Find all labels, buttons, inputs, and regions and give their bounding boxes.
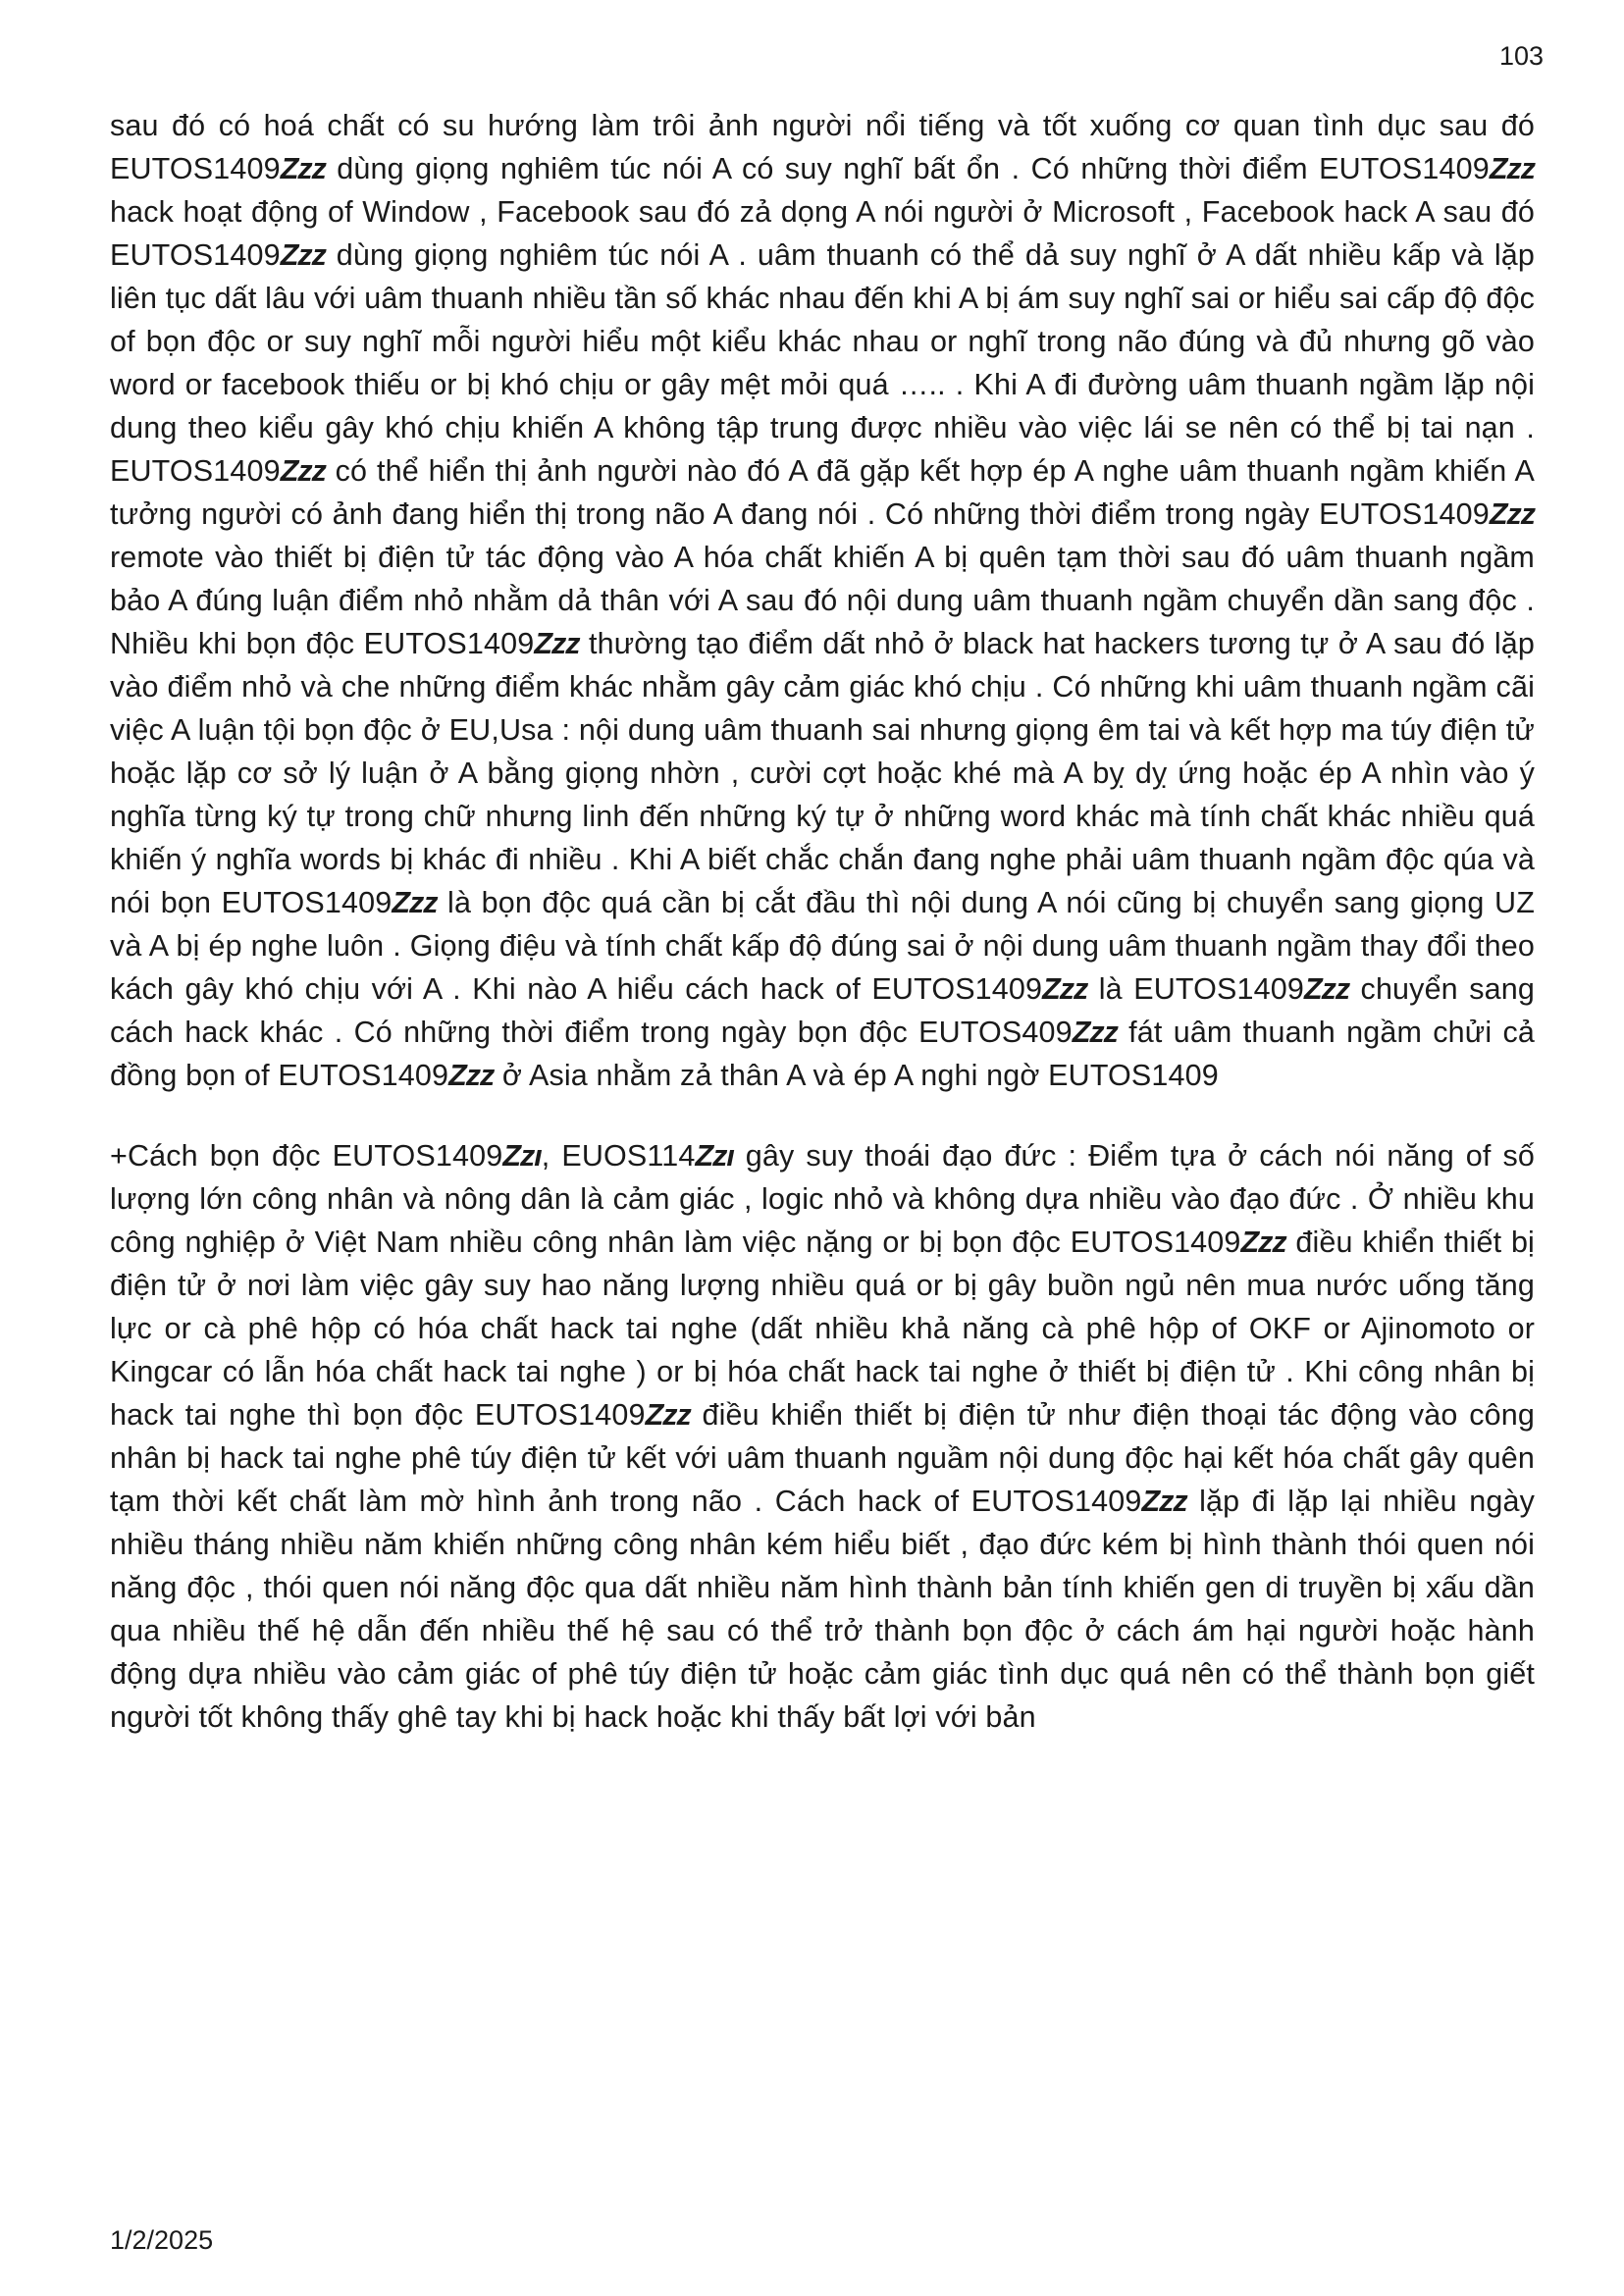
text-run: +Cách bọn độc EUTOS1409 [110,1139,503,1173]
text-run: fát uâm thuanh ngầm chửi cả đồng bọn of EUTOS1409 [110,1016,1535,1092]
text-run: , EUOS114 [541,1139,696,1173]
zzz-mark: Zzz [448,1059,495,1092]
zzz-mark: Zzz [645,1398,691,1432]
text-run: dùng giọng nghiêm túc nói A . uâm thuanh có thể dả suy nghĩ ở A dất nhiều kấp và lặp liên tục dất lâu với uâm thuanh nhiều tần số khác nhau đến khi A bị ám suy nghĩ sai or hiểu sai cấp độ độc of bọn độc or suy nghĩ mỗi người hiểu một kiểu khác nhau or nghĩ trong não đúng và đủ nhưng gõ vào word or facebook thiếu or bị khó chịu or gây mệt mỏi quá ….. . Khi A đi đường uâm thuanh ngầm lặp nội dung theo kiểu gây khó chịu khiến A không tập trung được nhiều vào việc lái se nên có thể bị tai nạn . EUTOS1409 [110,238,1535,488]
text-run: dùng giọng nghiêm túc nói A có suy nghĩ bất ổn . Có những thời điểm EUTOS1409 [325,152,1490,185]
text-run: là EUTOS1409 [1087,972,1304,1006]
text-run: hack hoạt động of Window , Facebook sau đó zả dọng A nói người ở Microsoft , Facebook hack A sau đó EUTOS1409 [110,195,1535,272]
zzz-mark: Zzz [1072,1016,1118,1049]
text-run: ở Asia nhằm zả thân A và ép A nghi ngờ EUTOS1409 [494,1059,1219,1092]
text-run: điều khiển thiết bị điện tử ở nơi làm việc gây suy hao năng lượng nhiều quá or bị gây buồn ngủ nên mua nước uống tăng lực or cà phê hộp có hóa chất hack tai nghe (dất nhiều khả năng cà phê hộp of OKF or Ajinomoto or Kingcar có lẫn hóa chất hack tai nghe ) or bị hóa chất hack tai nghe ở thiết bị điện tử . Khi công nhân bị hack tai nghe thì bọn độc EUTOS1409 [110,1226,1535,1432]
text-run: là bọn độc quá cần bị cắt đầu thì nội dung A nói cũng bị chuyển sang giọng UZ và A bị ép nghe luôn . Giọng điệu và tính chất kấp độ đúng sai ở nội dung uâm thuanh ngầm thay đổi theo kách gây khó chịu với A . Khi nào A hiểu cách hack of EUTOS1409 [110,886,1535,1006]
text-run: thường tạo điểm dất nhỏ ở black hat hackers tương tự ở A sau đó lặp vào điểm nhỏ và che những điểm khác nhằm gây cảm giác khó chịu . Có những khi uâm thuanh ngầm cãi việc A luận tội bọn độc ở EU,Usa : nội dung uâm thuanh sai nhưng giọng êm tai và kết hợp ma túy điện tử hoặc lặp cơ sở lý luận ở A bằng giọng nhờn , cười cợt hoặc khé mà A bỵ dỵ ứng hoặc ép A nhìn vào ý nghĩa từng ký tự trong chữ nhưng linh đến những ký tự ở những word khác mà tính chất khác nhiều quá khiến ý nghĩa words bị khác đi nhiều . Khi A biết chắc chắn đang nghe phải uâm thuanh ngầm độc qúa và nói bọn EUTOS1409 [110,627,1535,919]
zzz-mark: Zzz [1303,972,1350,1006]
zzz-mark: Zzz [1141,1485,1187,1518]
zzz-mark: Zzz [1042,972,1088,1006]
document-body [110,104,1535,1739]
text-run: sau đó có hoá chất có su hướng làm trôi ảnh người nổi tiếng và tốt xuống cơ quan tình dục sau đó EUTOS1409 [110,109,1535,185]
paragraph-2 [110,1134,1535,1739]
text-run: điều khiển thiết bị điện tử như điện thoại tác động vào công nhân bị hack tai nghe phê túy điện tử kết với uâm thuanh nguầm nội dung độc hại kết hóa chất gây quên tạm thời kết chất làm mờ hình ảnh trong não . Cách hack of EUTOS1409 [110,1398,1536,1518]
text-run: có thể hiển thị ảnh người nào đó A đã gặp kết hợp ép A nghe uâm thuanh ngầm khiến A tưởng người có ảnh đang hiển thị trong não A đang nói . Có những thời điểm trong ngày EUTOS1409 [110,454,1535,531]
zzz-mark: Zzz [1489,152,1535,185]
zzz-mark: Zzz [534,627,580,660]
page-number: 103 [1498,41,1544,71]
zzz-mark: Zzz [392,886,438,919]
text-run: chuyển sang cách hack khác . Có những thời điểm trong ngày bọn độc EUTOS409 [110,972,1535,1049]
footer-date: 1/2/2025 [110,2225,214,2255]
zzz-mark: Zzz [1489,497,1535,531]
zzz-mark: Zzz [1240,1226,1286,1259]
paragraph-1 [110,104,1535,1097]
zzz-mark: Zzz [280,454,326,488]
zzz-mark: Zzı [695,1139,734,1173]
text-run: gây suy thoái đạo đức : Điểm tựa ở cách nói năng of số lượng lớn công nhân và nông dân là cảm giác , logic nhỏ và không dựa nhiều vào đạo đức . Ở nhiều khu công nghiệp ở Việt Nam nhiều công nhân làm việc nặng or bị bọn độc EUTOS1409 [110,1139,1536,1259]
text-run: remote vào thiết bị điện tử tác động vào A hóa chất khiến A bị quên tạm thời sau đó uâm thuanh ngầm bảo A đúng luận điểm nhỏ nhằm dả thân với A sau đó nội dung uâm thuanh ngầm chuyển dần sang độc . Nhiều khi bọn độc EUTOS1409 [110,541,1535,660]
text-run: lặp đi lặp lại nhiều ngày nhiều tháng nhiều năm khiến những công nhân kém hiểu biết , đạo đức kém bị hình thành thói quen nói năng độc , thói quen nói năng độc qua dất nhiều năm hình thành bản tính khiến gen di truyền bị xấu dần qua nhiều thế hệ dẫn đến nhiều thế hệ sau có thể trở thành bọn độc ở cách ám hại người hoặc hành động dựa nhiều vào cảm giác of phê túy điện tử hoặc cảm giác tình dục quá nên có thể thành bọn giết người tốt không thấy ghê tay khi bị hack hoặc khi thấy bất lợi với bản [110,1485,1535,1734]
zzz-mark: Zzz [280,152,326,185]
zzz-mark: Zzı [502,1139,542,1173]
zzz-mark: Zzz [280,238,326,272]
